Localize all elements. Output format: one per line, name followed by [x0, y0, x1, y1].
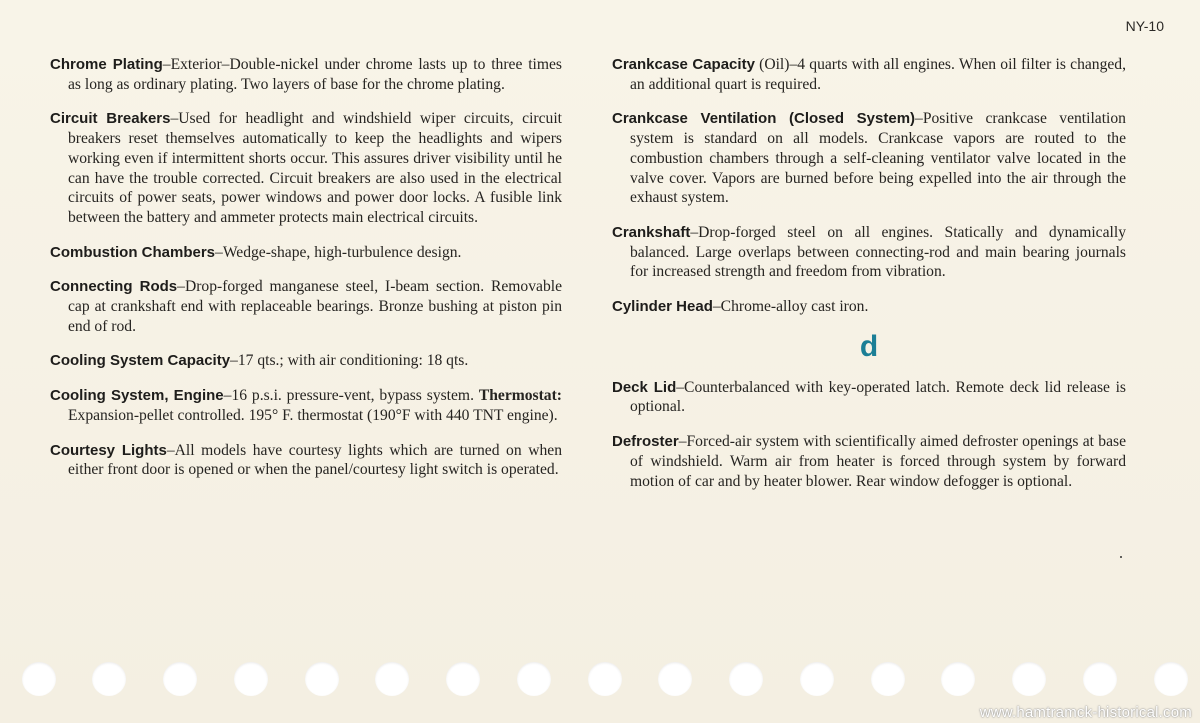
binder-hole [375, 662, 409, 696]
entry-text: –All models have courtesy lights which are turned on when either front door is opened or when the panel/courtesy light switch is operated. [68, 441, 562, 479]
entry-subtext: Expansion-pellet controlled. 195° F. thermostat (190°F with 440 TNT engine). [68, 406, 558, 424]
entry-text: –Forced-air system with scientifically aimed defroster openings at base of windshield. Warm air from heater is forced through system by forward motion of car and by heater blower. Rear window defogger is optional. [630, 433, 1126, 490]
entry-term: Cylinder Head [612, 298, 713, 316]
glossary-entry-crankcase-capacity [612, 55, 1126, 94]
binder-holes [22, 662, 1192, 702]
glossary-entry-defroster [612, 432, 1126, 491]
entry-text: –Positive crankcase ventilation system is standard on all models. Crankcase vapors are routed to the combustion chambers through a self-cleaning ventilator valve located in the valve cover. Vapors are burned before being expelled into the air through the exhaust system. [630, 110, 1126, 207]
entry-subterm: Thermostat: [478, 387, 562, 405]
binder-hole [92, 662, 126, 696]
binder-hole [941, 662, 975, 696]
entry-term: Combustion Chambers [50, 243, 216, 261]
glossary-entry-cooling-system-capacity [50, 351, 562, 371]
entry-text: –Drop-forged steel on all engines. Statically and dynamically balanced. Large overlaps between connecting-rod and main bearing journals for increased strength and freedom from vibration. [630, 223, 1126, 281]
entry-term: Circuit Breakers [50, 110, 171, 128]
glossary-entry-combustion-chambers [50, 243, 562, 263]
binder-hole [234, 662, 268, 696]
entry-text: –Wedge-shape, high-turbulence design. [215, 243, 462, 261]
entry-term: Courtesy Lights [50, 441, 167, 459]
entry-text: –Used for headlight and windshield wiper circuits, circuit breakers reset themselves automatically to keep the headlights and wipers working even if intermittent shorts occur. This assures driver visibility until he can have the trouble corrected. Circuit breakers are also used in the electrical circuits of power seats, power windows and power door locks. A fusible link between the battery and ammeter protects main electrical circuits. [68, 110, 562, 226]
binder-hole [305, 662, 339, 696]
binder-hole [22, 662, 56, 696]
entry-text: (Oil)–4 quarts with all engines. When oil filter is changed, an additional quart is required. [630, 56, 1126, 93]
binder-hole [871, 662, 905, 696]
entry-text: –Chrome-alloy cast iron. [712, 298, 869, 316]
page-number: NY-10 [1125, 18, 1164, 34]
binder-hole [1012, 662, 1046, 696]
entry-text: –Counterbalanced with key-operated latch. Remote deck lid release is optional. [630, 378, 1126, 416]
entry-term: Cooling System, Engine [50, 387, 224, 405]
binder-hole [1154, 662, 1188, 696]
entry-term: Deck Lid [612, 378, 677, 396]
binder-hole [588, 662, 622, 696]
entry-term: Crankshaft [612, 223, 691, 241]
left-column [50, 55, 562, 495]
section-letter-heading: d [859, 329, 879, 363]
glossary-entry-cooling-system-engine [50, 386, 562, 425]
entry-text: –17 qts.; with air conditioning: 18 qts. [230, 352, 469, 370]
binder-hole [658, 662, 692, 696]
glossary-entry-cylinder-head [612, 297, 1126, 317]
entry-text: –Drop-forged manganese steel, I-beam section. Removable cap at crankshaft end with replaceable bearings. Bronze bushing at piston pin end of rod. [68, 278, 562, 335]
watermark: www.hamtramck-historical.com [979, 704, 1192, 721]
glossary-entry-courtesy-lights [50, 441, 562, 480]
entry-text: –16 p.s.i. pressure-vent, bypass system. [223, 387, 474, 405]
binder-hole [517, 662, 551, 696]
binder-hole [163, 662, 197, 696]
glossary-entry-crankshaft [612, 223, 1126, 282]
entry-term: Crankcase Ventilation (Closed System) [612, 110, 916, 128]
glossary-entry-deck-lid [612, 378, 1126, 417]
right-column [612, 55, 1126, 506]
binder-hole [446, 662, 480, 696]
binder-hole [729, 662, 763, 696]
binder-hole [1083, 662, 1117, 696]
binder-hole [800, 662, 834, 696]
entry-term: Crankcase Capacity [612, 56, 755, 73]
stray-dot [1120, 556, 1122, 558]
glossary-entry-connecting-rods [50, 277, 562, 336]
entry-term: Cooling System Capacity [50, 352, 231, 370]
glossary-entry-chrome-plating [50, 55, 562, 94]
glossary-entry-crankcase-ventilation [612, 109, 1126, 208]
entry-text: –Exterior–Double-nickel under chrome lasts up to three times as long as ordinary plating. Two layers of base for the chrome plating. [68, 56, 562, 93]
entry-term: Connecting Rods [50, 278, 178, 296]
glossary-entry-circuit-breakers [50, 109, 562, 227]
entry-term: Chrome Plating [50, 56, 163, 73]
entry-term: Defroster [612, 433, 679, 451]
